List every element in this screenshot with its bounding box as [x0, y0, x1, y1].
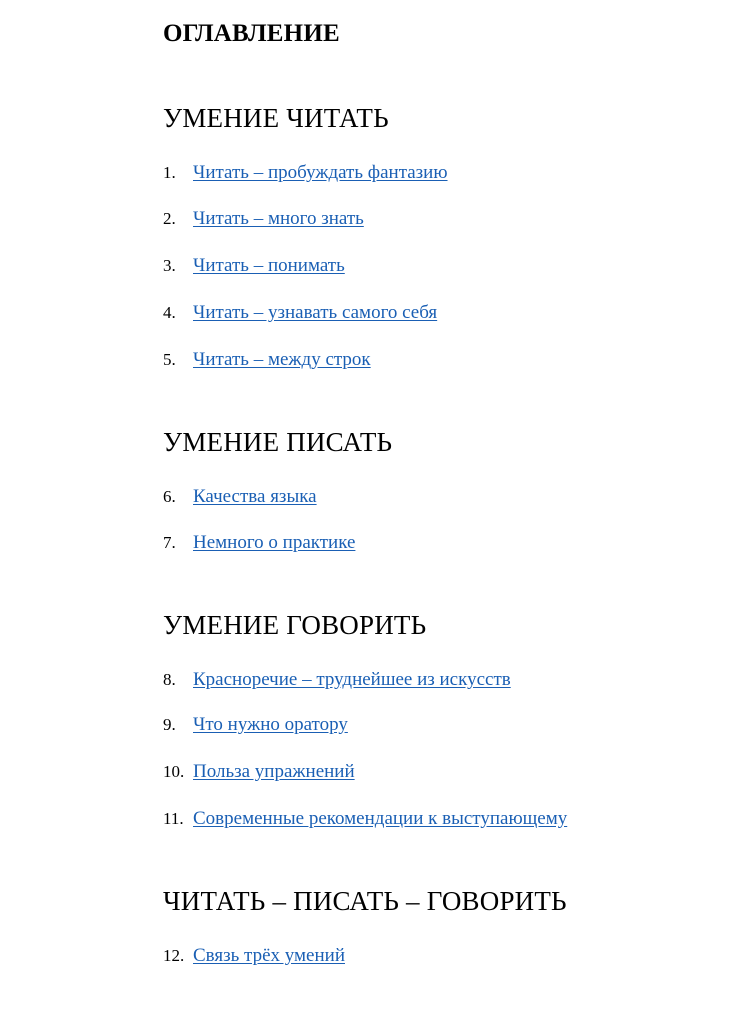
- section-heading: УМЕНИЕ ЧИТАТЬ: [163, 103, 389, 133]
- toc-link[interactable]: Качества языка: [193, 486, 317, 507]
- item-number: 8.: [163, 670, 176, 689]
- list-item: [163, 161, 723, 185]
- section-reading-writing-speaking: [163, 884, 723, 968]
- table-of-contents: [163, 18, 723, 968]
- toc-link[interactable]: Немного о практике: [193, 532, 356, 553]
- section-writing: [163, 425, 723, 555]
- list-item: [163, 713, 723, 737]
- item-number: 4.: [163, 303, 176, 322]
- page-title: ОГЛАВЛЕНИЕ: [163, 20, 340, 47]
- section-list: [163, 668, 723, 831]
- toc-link[interactable]: Красноречие – труднейшее из искусств: [193, 669, 511, 690]
- toc-link[interactable]: Читать – много знать: [193, 208, 364, 229]
- list-item: [163, 531, 723, 555]
- item-number: 6.: [163, 487, 176, 506]
- item-number: 3.: [163, 256, 176, 275]
- section-list: [163, 485, 723, 555]
- list-item: [163, 348, 723, 372]
- toc-link[interactable]: Современные рекомендации к выступающему: [193, 808, 568, 829]
- toc-link[interactable]: Читать – узнавать самого себя: [193, 302, 438, 323]
- section-heading: УМЕНИЕ ГОВОРИТЬ: [163, 610, 427, 640]
- toc-link[interactable]: Что нужно оратору: [193, 714, 348, 735]
- item-number: 7.: [163, 533, 176, 552]
- section-reading: [163, 101, 723, 372]
- list-item: [163, 944, 723, 968]
- item-number: 9.: [163, 715, 176, 734]
- item-number: 12.: [163, 946, 185, 965]
- item-number: 2.: [163, 209, 176, 228]
- list-item: [163, 485, 723, 509]
- toc-link[interactable]: Читать – между строк: [193, 349, 371, 370]
- list-item: [163, 760, 723, 784]
- item-number: 1.: [163, 163, 176, 182]
- section-heading: ЧИТАТЬ – ПИСАТЬ – ГОВОРИТЬ: [163, 886, 567, 916]
- section-list: [163, 944, 723, 968]
- section-list: [163, 161, 723, 372]
- item-number: 11.: [163, 809, 184, 828]
- item-number: 10.: [163, 762, 185, 781]
- item-number: 5.: [163, 350, 176, 369]
- list-item: [163, 807, 723, 831]
- toc-link[interactable]: Польза упражнений: [193, 761, 355, 782]
- section-heading: УМЕНИЕ ПИСАТЬ: [163, 427, 393, 457]
- toc-link[interactable]: Читать – пробуждать фантазию: [193, 162, 448, 183]
- toc-link[interactable]: Читать – понимать: [193, 255, 345, 276]
- toc-link[interactable]: Связь трёх умений: [193, 945, 345, 966]
- section-speaking: [163, 608, 723, 831]
- list-item: [163, 207, 723, 231]
- list-item: [163, 301, 723, 325]
- list-item: [163, 668, 723, 692]
- list-item: [163, 254, 723, 278]
